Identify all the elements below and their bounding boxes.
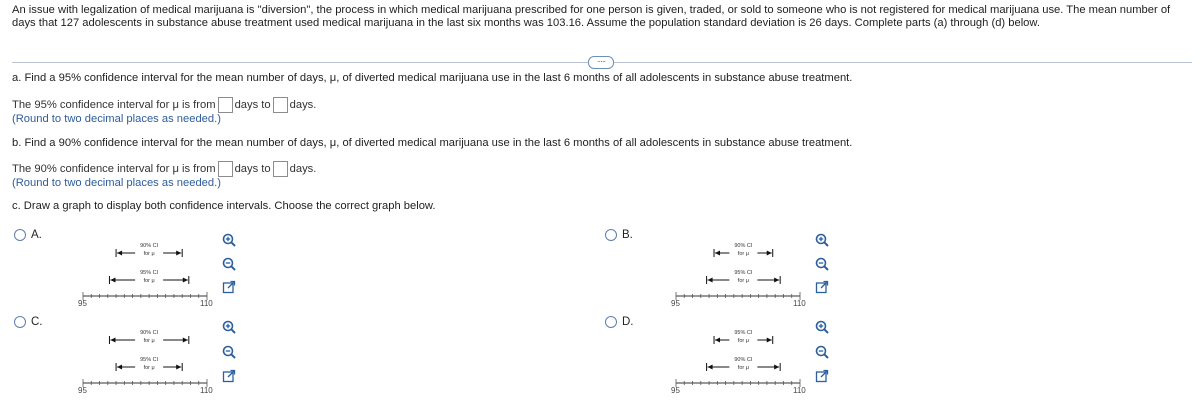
interval-sublabel: for μ: [737, 278, 749, 284]
part-b-question: b. Find a 90% confidence interval for the mean number of days, μ, of diverted medical marijuana use in the last 6 months of all adolescents in substance abuse treatment.: [12, 137, 853, 149]
expand-button[interactable]: ·····: [588, 56, 614, 69]
option-d-graph: [668, 327, 808, 397]
expand-icon[interactable]: [815, 280, 829, 294]
interval-right-arrow: [767, 251, 772, 256]
zoom-in-icon[interactable]: [222, 320, 236, 334]
part-c-question: c. Draw a graph to display both confidence intervals. Choose the correct graph below.: [12, 200, 436, 212]
zoom-in-icon[interactable]: [815, 233, 829, 247]
interval-sublabel: for μ: [737, 338, 749, 344]
expand-icon[interactable]: [222, 280, 236, 294]
interval-label: 90% CI: [734, 357, 753, 363]
interval-right-arrow: [176, 365, 181, 370]
interval-right-arrow: [183, 278, 188, 283]
axis-max-label: 110: [200, 386, 213, 395]
zoom-out-icon[interactable]: [815, 345, 829, 359]
interval-left-arrow: [715, 251, 720, 256]
interval-sublabel: for μ: [737, 251, 749, 257]
part-b-suffix: days.: [289, 163, 317, 175]
part-b-upper-input[interactable]: [273, 161, 288, 177]
interval-label: 90% CI: [140, 330, 159, 336]
part-b-lower-input[interactable]: [218, 161, 233, 177]
interval-left-arrow: [110, 338, 115, 343]
option-b-label: B.: [622, 229, 633, 241]
axis-max-label: 110: [200, 299, 213, 308]
part-b-prefix: The 90% confidence interval for μ is from: [12, 163, 216, 175]
part-b-mid: days to: [234, 163, 271, 175]
part-b-answer-line: [12, 161, 316, 177]
expand-icon[interactable]: [815, 369, 829, 383]
interval-right-arrow: [176, 251, 181, 256]
interval-sublabel: for μ: [143, 365, 155, 371]
option-c-radio[interactable]: [14, 316, 26, 328]
zoom-out-icon[interactable]: [815, 257, 829, 271]
interval-right-arrow: [767, 338, 772, 343]
interval-left-arrow: [708, 365, 713, 370]
interval-left-arrow: [117, 251, 122, 256]
option-a-label: A.: [31, 229, 42, 241]
zoom-out-icon[interactable]: [222, 257, 236, 271]
option-a[interactable]: [14, 229, 42, 241]
axis-max-label: 110: [793, 386, 806, 395]
part-a-suffix: days.: [289, 99, 317, 111]
interval-label: 95% CI: [734, 270, 753, 276]
part-a-answer-line: [12, 97, 316, 113]
interval-right-arrow: [183, 338, 188, 343]
expand-icon[interactable]: [222, 369, 236, 383]
problem-statement: An issue with legalization of medical marijuana is "diversion", the process in which medical marijuana prescribed for one person is given, traded, or sold to someone who is not registered for medical marijuana use. The mean number of days that 127 adolescents in substance abuse treatment used medical marijuana in the last six months was 103.16. Assume the population standard deviation is 26 days. Complete parts (a) through (d) below.: [12, 4, 1171, 29]
interval-sublabel: for μ: [143, 251, 155, 257]
part-b-hint: (Round to two decimal places as needed.): [12, 177, 221, 189]
option-d-radio[interactable]: [605, 316, 617, 328]
part-a-lower-input[interactable]: [218, 97, 233, 113]
axis-min-label: 95: [78, 386, 87, 395]
zoom-in-icon[interactable]: [815, 320, 829, 334]
option-d-label: D.: [622, 316, 634, 328]
zoom-out-icon[interactable]: [222, 345, 236, 359]
option-c-label: C.: [31, 316, 43, 328]
part-a-mid: days to: [234, 99, 271, 111]
axis-max-label: 110: [793, 299, 806, 308]
part-a-hint: (Round to two decimal places as needed.): [12, 113, 221, 125]
part-a-prefix: The 95% confidence interval for μ is from: [12, 99, 216, 111]
interval-sublabel: for μ: [143, 278, 155, 284]
option-a-radio[interactable]: [14, 229, 26, 241]
interval-label: 90% CI: [140, 243, 159, 249]
option-d[interactable]: [605, 316, 634, 328]
part-a-question: a. Find a 95% confidence interval for the mean number of days, μ, of diverted medical marijuana use in the last 6 months of all adolescents in substance abuse treatment.: [12, 72, 853, 84]
option-b-radio[interactable]: [605, 229, 617, 241]
axis-min-label: 95: [671, 299, 680, 308]
interval-left-arrow: [110, 278, 115, 283]
interval-left-arrow: [117, 365, 122, 370]
interval-sublabel: for μ: [143, 338, 155, 344]
interval-right-arrow: [774, 365, 779, 370]
interval-sublabel: for μ: [737, 365, 749, 371]
interval-label: 95% CI: [734, 330, 753, 336]
interval-label: 95% CI: [140, 270, 159, 276]
axis-min-label: 95: [671, 386, 680, 395]
interval-label: 95% CI: [140, 357, 159, 363]
interval-left-arrow: [708, 278, 713, 283]
axis-min-label: 95: [78, 299, 87, 308]
option-b-graph: [668, 240, 808, 310]
zoom-in-icon[interactable]: [222, 233, 236, 247]
interval-label: 90% CI: [734, 243, 753, 249]
interval-left-arrow: [715, 338, 720, 343]
option-a-graph: [75, 240, 215, 310]
interval-right-arrow: [774, 278, 779, 283]
option-c[interactable]: [14, 316, 43, 328]
option-b[interactable]: [605, 229, 633, 241]
option-c-graph: [75, 327, 215, 397]
part-a-upper-input[interactable]: [273, 97, 288, 113]
